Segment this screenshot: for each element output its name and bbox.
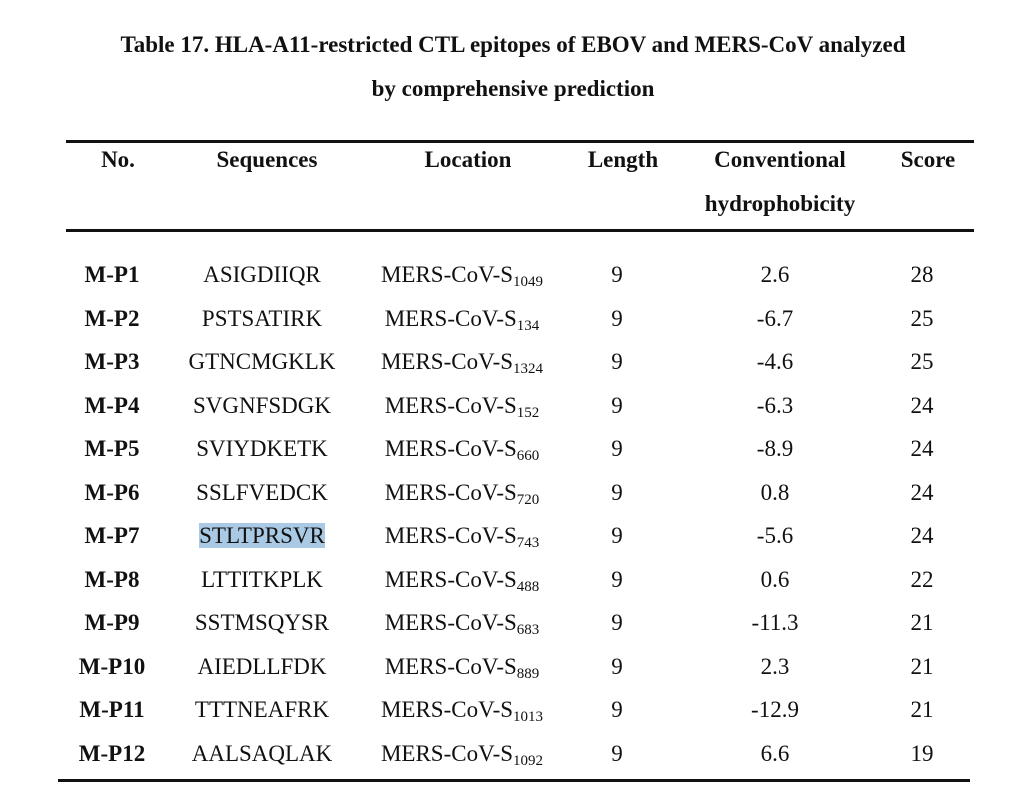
- cell-no: M-P9: [84, 610, 140, 635]
- cell-length: 9: [611, 740, 623, 766]
- cell-score: 21: [910, 653, 934, 679]
- cell-no: M-P10: [78, 653, 146, 679]
- cell-location: [360, 521, 564, 551]
- sequence-text[interactable]: SVIYDKETK: [196, 436, 328, 461]
- location-subscript: 134: [516, 317, 540, 334]
- cell-no: M-P4: [84, 392, 140, 418]
- cell-score: 24: [910, 479, 934, 505]
- cell-location: [360, 739, 564, 769]
- cell-length: 9: [611, 479, 623, 505]
- header-sequences: Sequences: [216, 147, 318, 172]
- location-text: MERS-CoV-S: [384, 305, 517, 331]
- cell-sequence: [172, 391, 352, 421]
- location-text: MERS-CoV-S: [380, 697, 514, 722]
- location-subscript: 683: [516, 622, 540, 638]
- header-hydrophobicity-line-2: hydrophobicity: [704, 191, 856, 216]
- cell-length: 9: [611, 697, 623, 722]
- cell-hydrophobicity: -4.6: [756, 349, 794, 374]
- cell-no: M-P5: [84, 436, 140, 461]
- table-title-line-1: Table 17. HLA-A11-restricted CTL epitopes of EBOV and MERS-CoV analyzed: [120, 32, 906, 57]
- cell-location: [360, 304, 564, 334]
- cell-length: 9: [611, 262, 623, 287]
- cell-length: 9: [611, 349, 623, 374]
- cell-length: 9: [611, 566, 623, 592]
- location-text: MERS-CoV-S: [384, 392, 517, 418]
- cell-location: [360, 695, 564, 725]
- cell-sequence: [172, 652, 352, 682]
- sequence-text[interactable]: SSLFVEDCK: [196, 479, 328, 505]
- location-text: MERS-CoV-S: [380, 740, 514, 766]
- cell-score: 28: [910, 262, 934, 287]
- table-bottom-rule: [58, 779, 970, 782]
- sequence-text[interactable]: TTTNEAFRK: [194, 697, 330, 722]
- location-subscript: 743: [516, 535, 540, 551]
- cell-score: 22: [910, 566, 934, 592]
- location-subscript: 488: [516, 578, 540, 595]
- header-hydrophobicity: [680, 138, 880, 226]
- cell-sequence: [172, 608, 352, 638]
- cell-no: M-P8: [84, 566, 140, 592]
- sequence-text[interactable]: GTNCMGKLK: [188, 349, 336, 374]
- cell-no: M-P1: [84, 262, 140, 287]
- cell-length: 9: [611, 305, 623, 331]
- location-subscript: 720: [516, 491, 540, 508]
- location-subscript: 660: [516, 448, 540, 464]
- sequence-text[interactable]: SSTMSQYSR: [194, 610, 330, 635]
- cell-score: 25: [910, 349, 934, 374]
- location-subscript: 1324: [513, 361, 544, 377]
- header-location: Location: [424, 147, 512, 172]
- cell-hydrophobicity: -6.7: [756, 305, 794, 331]
- sequence-text[interactable]: SVGNFSDGK: [192, 392, 332, 418]
- cell-sequence: [172, 695, 352, 725]
- cell-sequence: [172, 478, 352, 508]
- cell-sequence: [172, 347, 352, 377]
- cell-hydrophobicity: 2.6: [760, 262, 790, 287]
- location-text: MERS-CoV-S: [384, 566, 517, 592]
- location-text: MERS-CoV-S: [384, 523, 517, 548]
- table-header-rule: [66, 229, 974, 232]
- cell-no: M-P6: [84, 479, 140, 505]
- sequence-text[interactable]: AALSAQLAK: [191, 740, 333, 766]
- cell-no: M-P3: [84, 349, 140, 374]
- location-subscript: 889: [516, 665, 540, 682]
- location-text: MERS-CoV-S: [384, 610, 517, 635]
- cell-length: 9: [611, 610, 623, 635]
- location-subscript: 152: [516, 404, 540, 421]
- cell-length: 9: [611, 392, 623, 418]
- cell-sequence: [172, 565, 352, 595]
- header-score: Score: [900, 147, 956, 172]
- location-text: MERS-CoV-S: [384, 653, 517, 679]
- sequence-text[interactable]: LTTITKPLK: [201, 566, 323, 592]
- location-subscript: 1092: [513, 752, 544, 769]
- cell-location: [360, 608, 564, 638]
- cell-location: [360, 478, 564, 508]
- cell-hydrophobicity: -8.9: [756, 436, 794, 461]
- cell-no: M-P7: [84, 523, 140, 548]
- location-text: MERS-CoV-S: [380, 349, 514, 374]
- cell-length: 9: [611, 653, 623, 679]
- header-hydrophobicity-line-1: Conventional: [714, 147, 846, 172]
- cell-score: 25: [910, 305, 934, 331]
- selected-sequence-text[interactable]: STLTPRSVR: [199, 523, 325, 548]
- cell-no: M-P12: [78, 740, 146, 766]
- cell-hydrophobicity: -5.6: [756, 523, 794, 548]
- sequence-text[interactable]: AIEDLLFDK: [197, 653, 327, 679]
- table-title-line-2: by comprehensive prediction: [371, 76, 655, 101]
- header-length: Length: [587, 147, 659, 172]
- cell-score: 24: [910, 436, 934, 461]
- location-subscript: 1013: [513, 709, 544, 725]
- cell-location: [360, 391, 564, 421]
- table-title: [0, 23, 1026, 111]
- location-text: MERS-CoV-S: [384, 479, 517, 505]
- cell-hydrophobicity: 0.8: [760, 479, 790, 505]
- cell-score: 24: [910, 392, 934, 418]
- cell-score: 24: [910, 523, 934, 548]
- cell-location: [360, 434, 564, 464]
- header-no: No.: [101, 147, 135, 172]
- location-subscript: 1049: [513, 274, 544, 290]
- cell-location: [360, 347, 564, 377]
- sequence-text[interactable]: PSTSATIRK: [201, 305, 323, 331]
- cell-location: [360, 565, 564, 595]
- cell-sequence: [172, 521, 352, 551]
- location-text: MERS-CoV-S: [384, 436, 517, 461]
- cell-location: [360, 260, 564, 290]
- cell-score: 21: [910, 610, 934, 635]
- cell-score: 19: [910, 740, 934, 766]
- cell-hydrophobicity: -6.3: [756, 392, 794, 418]
- cell-length: 9: [611, 523, 623, 548]
- cell-sequence: [172, 434, 352, 464]
- cell-hydrophobicity: -12.9: [751, 697, 799, 722]
- cell-sequence: [172, 260, 352, 290]
- cell-no: M-P11: [79, 697, 145, 722]
- cell-hydrophobicity: 2.3: [760, 653, 790, 679]
- cell-sequence: [172, 304, 352, 334]
- location-text: MERS-CoV-S: [380, 262, 514, 287]
- cell-length: 9: [611, 436, 623, 461]
- cell-hydrophobicity: -11.3: [751, 610, 799, 635]
- cell-score: 21: [910, 697, 934, 722]
- cell-no: M-P2: [84, 305, 140, 331]
- cell-sequence: [172, 739, 352, 769]
- sequence-text[interactable]: ASIGDIIQR: [203, 262, 321, 287]
- cell-hydrophobicity: 6.6: [760, 740, 790, 766]
- cell-location: [360, 652, 564, 682]
- cell-hydrophobicity: 0.6: [760, 566, 790, 592]
